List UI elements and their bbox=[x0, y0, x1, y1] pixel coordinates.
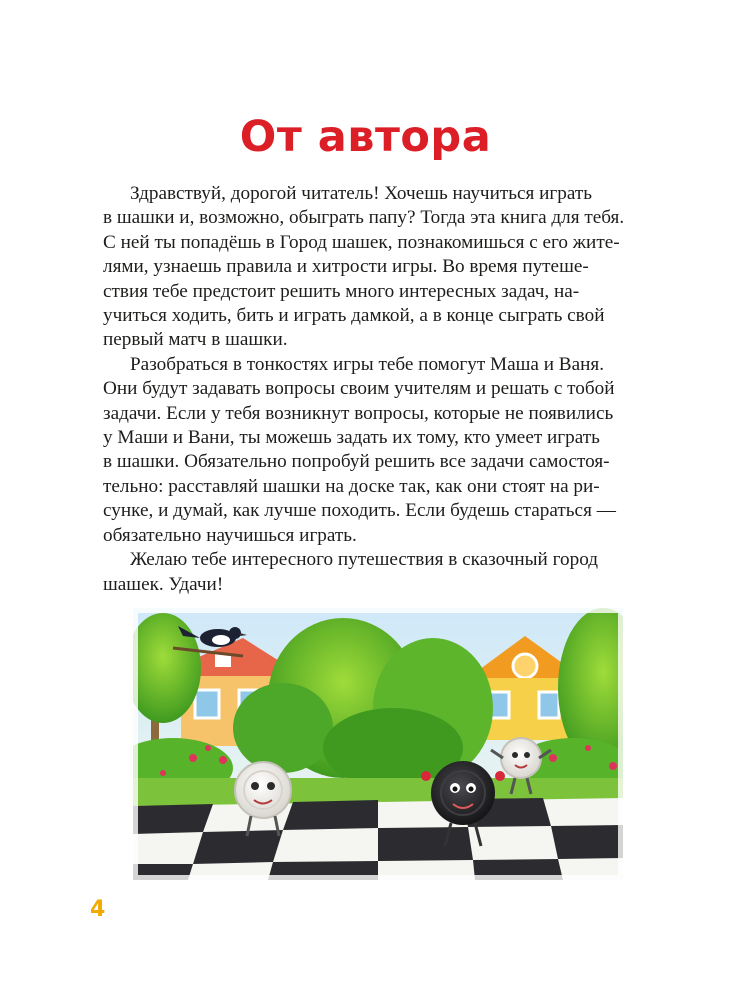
checkerboard-floor bbox=[133, 798, 623, 880]
text-line: Здравствуй, дорогой читатель! Хочешь научиться играть bbox=[130, 183, 592, 204]
text-line: в шашки и, возможно, обыграть папу? Тогда эта книга для тебя. bbox=[103, 207, 625, 229]
text-line: Они будут задавать вопросы своим учителям и решать с тобой bbox=[103, 378, 615, 400]
text-line: шашек. Удачи! bbox=[103, 573, 224, 595]
text-line: первый матч в шашки. bbox=[103, 329, 288, 351]
text-line: сунке, и думай, как лучше походить. Если будешь стараться — bbox=[103, 500, 616, 522]
author-foreword-text bbox=[103, 182, 638, 597]
text-line: лями, узнаешь правила и хитрости игры. Во время путеше- bbox=[103, 256, 589, 278]
text-line: С ней ты попадёшь в Город шашек, познакомишься с его жите- bbox=[103, 231, 620, 253]
text-line: задачи. Если у тебя возникнут вопросы, которые не появились bbox=[103, 402, 614, 424]
text-line: в шашки. Обязательно попробуй решить все задачи самостоя- bbox=[103, 451, 610, 473]
page-title: От автора bbox=[239, 112, 492, 162]
checkers-town-illustration bbox=[133, 608, 623, 880]
text-line: ствия тебе предстоит решить много интересных задач, на- bbox=[103, 280, 580, 302]
text-line: Разобраться в тонкостях игры тебе помогут Маша и Ваня. bbox=[130, 353, 604, 375]
text-line: Желаю тебе интересного путешествия в сказочный город bbox=[130, 549, 598, 571]
text-line: у Маши и Вани, ты можешь задать их тому, кто умеет играть bbox=[103, 427, 600, 449]
text-line: учиться ходить, бить и играть дамкой, а в конце сыграть свой bbox=[103, 305, 605, 327]
page-number: 4 bbox=[90, 897, 106, 922]
text-line: обязательно научишься играть. bbox=[103, 524, 357, 546]
illustration-drawing bbox=[133, 608, 623, 880]
text-line: тельно: расставляй шашки на доске так, как они стоят на ри- bbox=[103, 475, 600, 497]
